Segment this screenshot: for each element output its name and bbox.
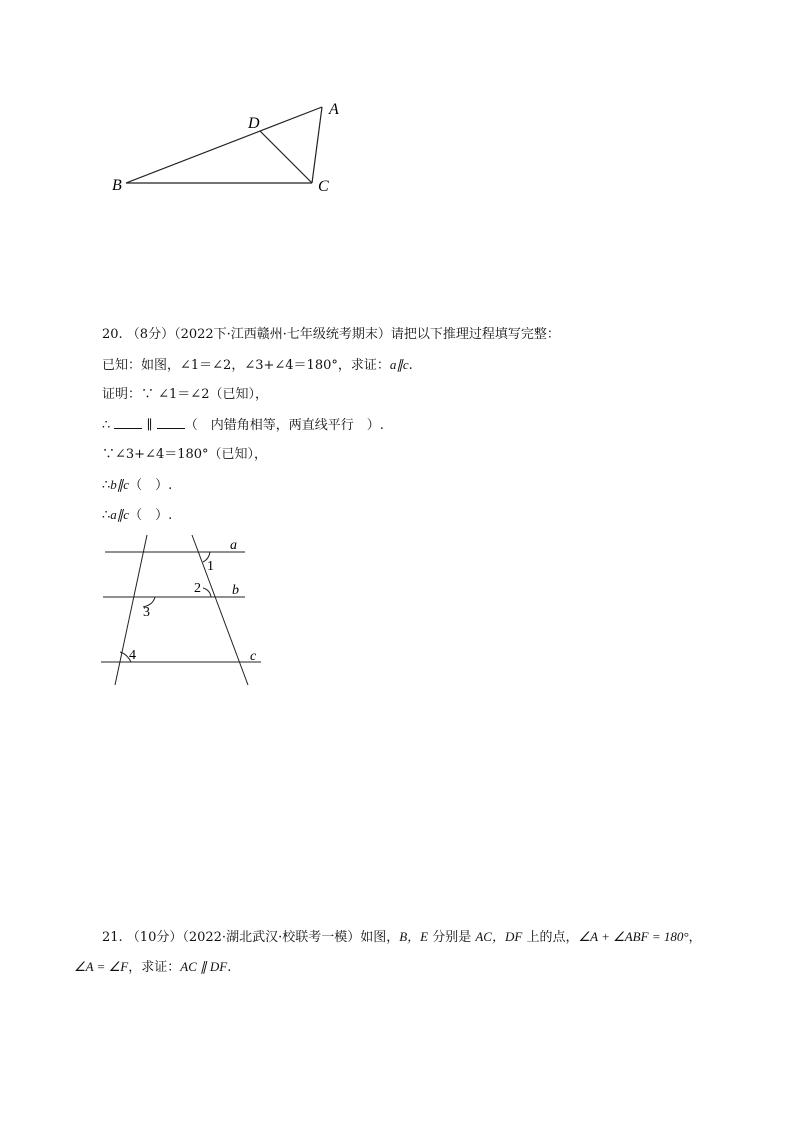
q21-line1-mid: 分别是 [428, 930, 476, 945]
q20-proof4-math: b∥c [110, 477, 130, 492]
q20-proof4-prefix: ∴ [102, 478, 111, 493]
label-C: C [318, 178, 329, 195]
label-angle-3: 3 [143, 605, 150, 620]
label-c: c [250, 649, 257, 664]
label-b: b [232, 583, 239, 598]
q21-line1-segs: AC，DF [475, 929, 523, 944]
segment-AC [312, 107, 322, 183]
q20-proof5-suffix: （ ）. [129, 508, 173, 523]
segment-DC [260, 131, 312, 183]
q21-line2-math: ∠A = ∠F [74, 959, 129, 974]
label-a: a [230, 538, 237, 553]
label-B: B [112, 177, 122, 194]
label-angle-2: 2 [194, 581, 201, 596]
q21-line1 [102, 928, 702, 947]
q20-proof5-math: a∥c [110, 507, 130, 522]
q20-proof-line1: 证明：∵ ∠1＝∠2（已知）， [102, 387, 268, 402]
q20-proof-line5 [102, 506, 172, 525]
fill-blank-1[interactable] [114, 416, 142, 429]
q20-proof-line3: ∵∠3+∠4＝180°（已知）， [102, 447, 268, 462]
q20-proof-line4 [102, 476, 172, 495]
fill-blank-2[interactable] [157, 416, 185, 429]
q20-given-prefix: 已知：如图，∠1＝∠2，∠3+∠4＝180°，求证： [102, 358, 390, 373]
q20-proof2-prefix: ∴ [102, 418, 115, 433]
q21-line1-end: ， [688, 930, 702, 945]
label-A: A [329, 101, 339, 118]
q21-line2-math2: AC ∥ DF [180, 959, 228, 974]
q20-given [102, 356, 413, 375]
q21-line1-prefix: 21. （10分）（2022·湖北武汉·校联考一模）如图， [102, 930, 400, 945]
triangle-figure [100, 95, 360, 205]
q21-line1-suffix: 上的点， [522, 930, 579, 945]
q20-header: 20. （8分）（2022下·江西赣州·七年级统考期末）请把以下推理过程填写完整： [102, 327, 560, 342]
q20-proof4-suffix: （ ）. [129, 478, 173, 493]
label-angle-4: 4 [129, 648, 136, 663]
q21-line1-math: ∠A + ∠ABF = 180° [578, 929, 689, 944]
q20-proof2-parallel: ∥ [142, 418, 157, 433]
q20-proof5-prefix: ∴ [102, 508, 111, 523]
parallel-lines-figure [95, 530, 275, 690]
q21-line2-mid: ，求证： [128, 960, 181, 975]
label-angle-1: 1 [207, 559, 214, 574]
q20-given-math: a∥c [389, 357, 409, 372]
angle-arc-2 [203, 588, 211, 597]
q21-line2 [74, 958, 231, 977]
q20-proof2-suffix: （ 内错角相等，两直线平行 ）. [184, 418, 384, 433]
label-D: D [248, 115, 260, 132]
q20-given-suffix: . [408, 358, 413, 373]
q20-proof-line2 [102, 416, 384, 435]
segment-BA [126, 107, 322, 183]
q21-line2-end: . [227, 960, 232, 975]
q21-line1-points: B，E [399, 929, 429, 944]
